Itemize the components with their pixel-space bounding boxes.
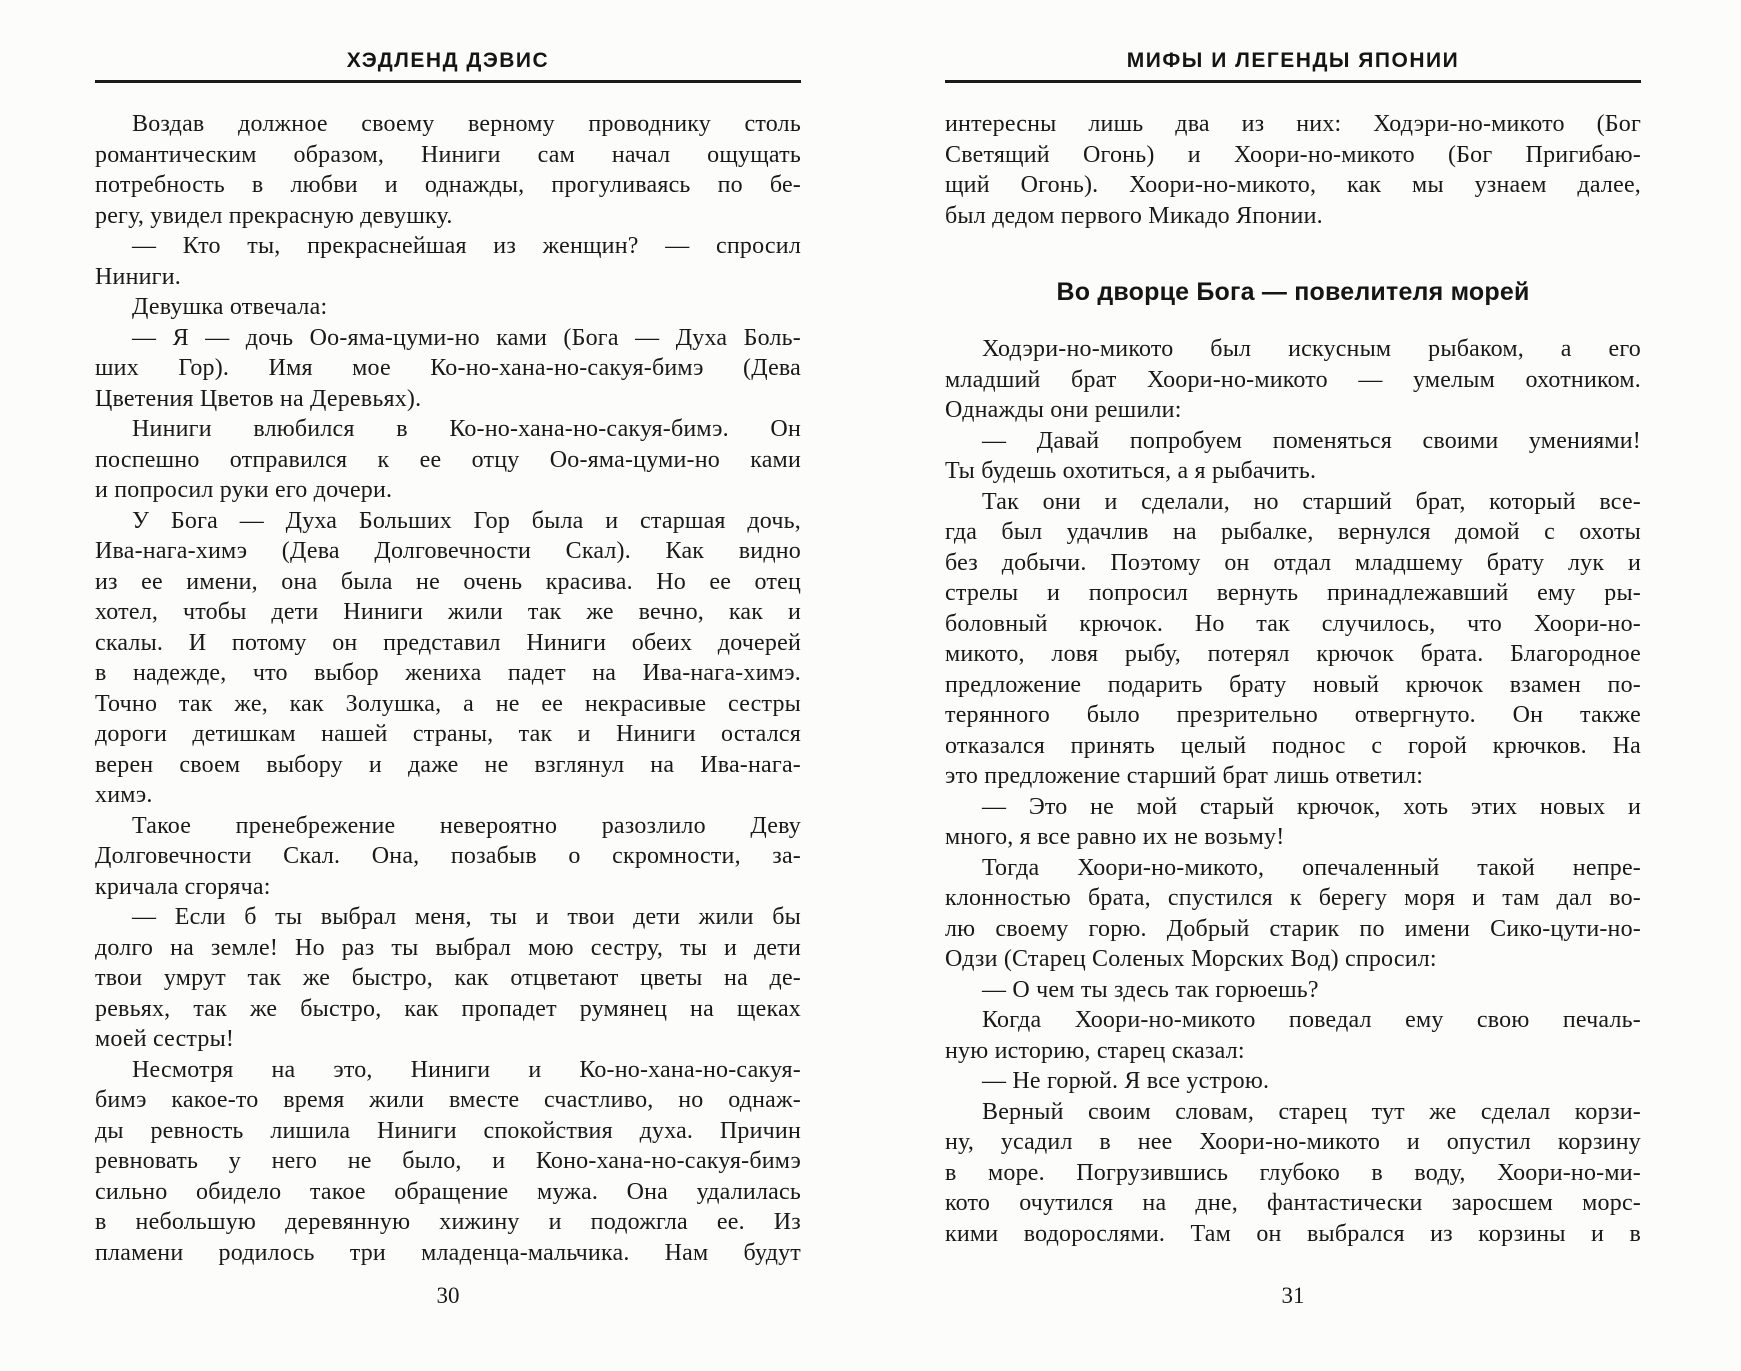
text-line: Несмотря на это, Ниниги и Ко-но-хана-но-сакуя-: [132, 1056, 801, 1083]
text-line: боловный крючок. Но так случилось, что Хоори-но-: [945, 610, 1641, 637]
text-line: Долговечности Скал. Она, позабыв о скромности, за-: [95, 843, 801, 869]
text-line: терянного было презрительно отвергнуто. Он также: [945, 702, 1641, 728]
text-line: кричала сгоряча:: [95, 873, 271, 900]
text-line: из ее имени, она была не очень красива. Но ее отец: [95, 568, 801, 595]
text-line: в море. Погрузившись глубоко в воду, Хоори-но-ми-: [945, 1159, 1641, 1186]
text-line: бимэ какое-то время жили вместе счастливо, но однаж-: [95, 1087, 801, 1113]
book-page-right: [945, 48, 1641, 1338]
text-line: регу, увидел прекрасную девушку.: [95, 202, 453, 229]
text-line: ну, усадил в нее Хоори-но-микото и опустил корзину: [945, 1129, 1641, 1155]
text-line: много, я все равно их не возьму!: [945, 824, 1285, 850]
text-line: моей сестры!: [95, 1026, 235, 1052]
text-line: ды ревность лишила Ниниги спокойствия духа. Причин: [95, 1117, 801, 1144]
text-line: младший брат Хоори-но-микото — умелым охотником.: [945, 366, 1641, 393]
text-line: ную историю, старец сказал:: [945, 1037, 1245, 1064]
page-number: 31: [1281, 1283, 1305, 1308]
text-line: и попросил руки его дочери.: [95, 477, 393, 503]
text-line: Воздав должное своему верному проводнику столь: [132, 111, 801, 137]
text-line: — Кто ты, прекраснейшая из женщин? — спросил: [132, 233, 801, 259]
text-line: был дедом первого Микадо Японии.: [945, 202, 1323, 229]
text-line: Ты будешь охотиться, а я рыбачить.: [945, 458, 1317, 484]
text-line: верен своем выбору и даже не взглянул на Ива-нага-: [95, 751, 801, 778]
text-line: Точно так же, как Золушка, а не ее некрасивые сестры: [95, 690, 801, 717]
text-line: клонностью брата, спустился к берегу моря и там дал во-: [945, 885, 1641, 911]
text-line: ревьях, так же быстро, как пропадет румянец на щеках: [95, 995, 801, 1022]
text-line: Светящий Огонь) и Хоори-но-микото (Бог Пригибаю-: [945, 141, 1641, 168]
page-body: [945, 109, 1641, 1249]
text-line: Одзи (Старец Соленых Морских Вод) спросил:: [945, 946, 1437, 972]
text-line: без добычи. Поэтому он отдал младшему брату лук и: [945, 549, 1641, 576]
text-line: Когда Хоори-но-микото поведал ему свою печаль-: [982, 1007, 1641, 1033]
text-line: дороги детишкам нашей страны, так и Ниниги остался: [95, 721, 801, 747]
text-line: ших Гор). Имя мое Ко-но-хана-но-сакуя-бимэ (Дева: [95, 355, 801, 381]
text-line: микото, ловя рыбу, потерял крючок брата. Благородное: [945, 641, 1641, 667]
section-heading: Во дворце Бога — повелителя морей: [1056, 278, 1530, 306]
text-line: Ниниги влюбился в Ко-но-хана-но-сакуя-бимэ. Он: [132, 416, 801, 442]
text-line: — Я — дочь Оо-яма-цуми-но ками (Бога — Духа Боль-: [132, 324, 801, 351]
text-line: химэ.: [95, 782, 153, 808]
text-line: щий Огонь). Хоори-но-микото, как мы узнаем далее,: [945, 172, 1641, 198]
text-line: Такое пренебрежение невероятно разозлило Деву: [132, 812, 801, 839]
text-line: — Не горюй. Я все устрою.: [982, 1068, 1270, 1094]
text-line: — Давай попробуем поменяться своими умениями!: [982, 427, 1641, 454]
text-line: Ива-нага-химэ (Дева Долговечности Скал). Как видно: [95, 538, 801, 564]
text-line: в надежде, что выбор жениха падет на Ива-нага-химэ.: [95, 660, 801, 686]
text-line: кото очутился на дне, фантастически заросшем морс-: [945, 1190, 1641, 1216]
text-line: лю своему горю. Добрый старик по имени Сико-цути-но-: [945, 915, 1641, 942]
text-line: кими водорослями. Там он выбрался из корзины и в: [945, 1220, 1641, 1247]
text-line: романтическим образом, Ниниги сам начал ощущать: [95, 141, 801, 168]
text-line: — Если б ты выбрал меня, ты и твои дети жили бы: [132, 904, 801, 930]
page-body: [95, 109, 801, 1268]
text-line: Девушка отвечала:: [132, 294, 328, 320]
text-line: стрелы и попросил вернуть принадлежавший ему ры-: [945, 580, 1641, 606]
text-line: Ходэри-но-микото был искусным рыбаком, а его: [982, 336, 1641, 362]
running-head: МИФЫ И ЛЕГЕНДЫ ЯПОНИИ: [1126, 49, 1460, 72]
text-line: поспешно отправился к ее отцу Оо-яма-цуми-но ками: [95, 446, 801, 473]
text-line: предложение подарить брату новый крючок взамен по-: [945, 671, 1641, 698]
header-rule: [945, 80, 1641, 83]
text-line: У Бога — Духа Больших Гор была и старшая дочь,: [132, 507, 801, 534]
running-head: ХЭДЛЕНД ДЭВИС: [346, 49, 550, 72]
text-line: Однажды они решили:: [945, 397, 1182, 423]
book-page-left: [95, 48, 801, 1338]
page-number: 30: [436, 1283, 460, 1308]
text-line: пламени родилось три младенца-мальчика. Нам будут: [95, 1239, 801, 1266]
text-line: это предложение старший брат лишь ответил:: [945, 763, 1424, 789]
header-rule: [95, 80, 801, 83]
text-line: Так они и сделали, но старший брат, который все-: [982, 488, 1641, 515]
text-line: — Это не мой старый крючок, хоть этих новых и: [982, 793, 1641, 820]
text-line: Ниниги.: [95, 263, 181, 290]
text-line: твои умрут так же быстро, как отцветают цветы на де-: [95, 965, 801, 991]
text-line: скалы. И потому он представил Ниниги обеих дочерей: [95, 629, 801, 656]
text-line: ревновать у него не было, и Коно-хана-но-сакуя-бимэ: [95, 1148, 801, 1174]
text-line: Тогда Хоори-но-микото, опечаленный такой непре-: [982, 854, 1641, 881]
text-line: долго на земле! Но раз ты выбрал мою сестру, ты и дети: [95, 934, 801, 961]
text-line: Цветения Цветов на Деревьях).: [95, 385, 422, 412]
text-line: хотел, чтобы дети Ниниги жили так же вечно, как и: [95, 599, 801, 625]
text-line: интересны лишь два из них: Ходэри-но-микото (Бог: [945, 111, 1641, 137]
text-line: — О чем ты здесь так горюешь?: [982, 976, 1319, 1003]
text-line: Верный своим словам, старец тут же сделал корзи-: [982, 1098, 1641, 1125]
text-line: отказался принять целый поднос с горой крючков. На: [945, 732, 1641, 759]
text-line: в небольшую деревянную хижину и подожгла ее. Из: [95, 1209, 801, 1235]
text-line: гда был удачлив на рыбалке, вернулся домой с охоты: [945, 519, 1641, 545]
text-line: потребность в любви и однажды, прогуливаясь по бе-: [95, 172, 801, 198]
text-line: сильно обидело такое обращение мужа. Она удалилась: [95, 1178, 801, 1205]
